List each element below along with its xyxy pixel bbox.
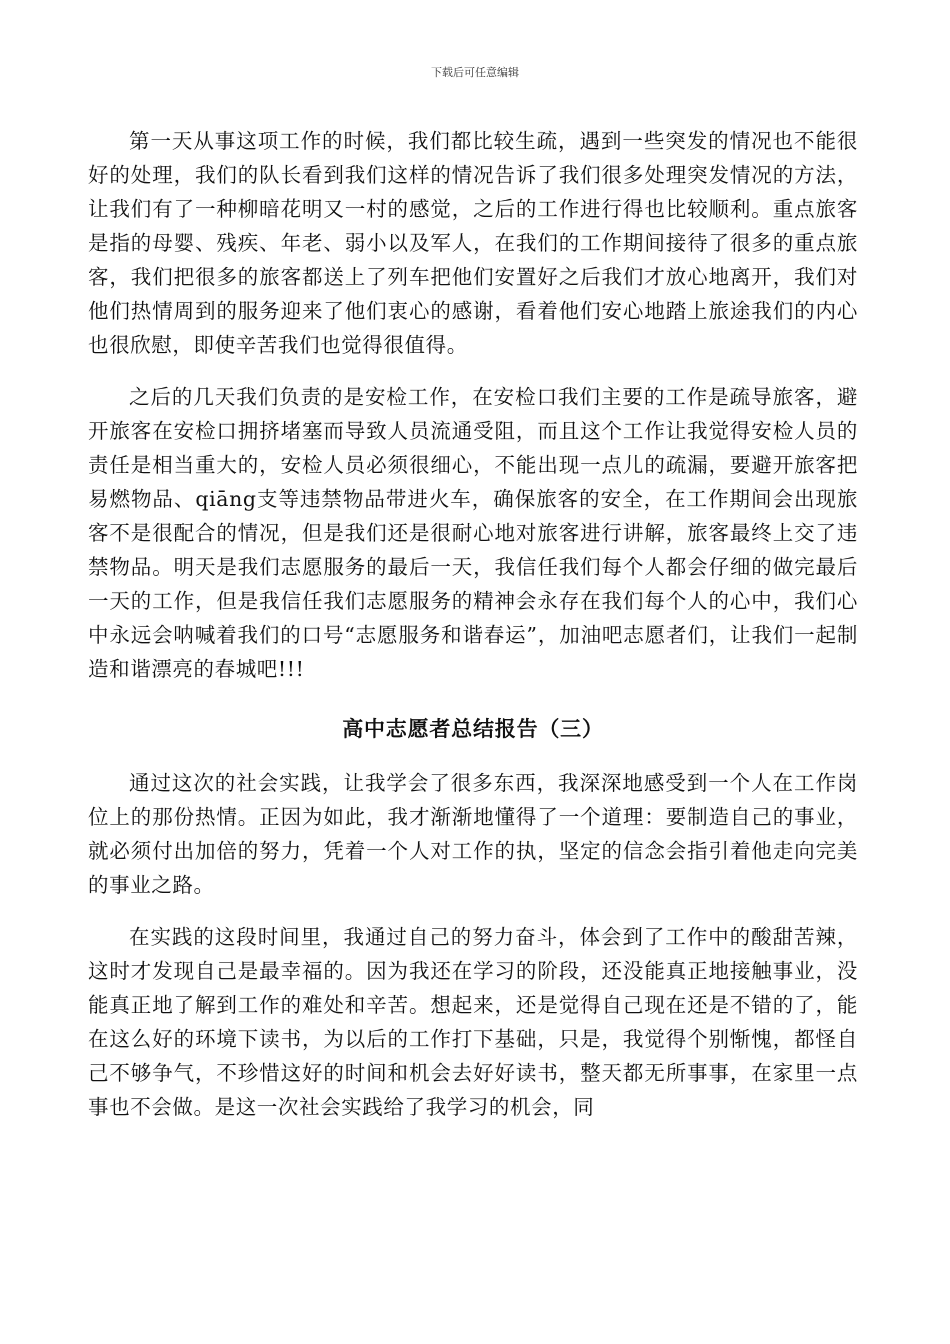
paragraph-practice-period: 在实践的这段时间里，我通过自己的努力奋斗，体会到了工作中的酸甜苦辣，这时才发现自己是最幸福的。因为我还在学习的阶段，还没能真正地接触事业，没能真正地了解到工作的难处和辛苦。想起来，还是觉得自己现在还是不错的了，能在这么好的环境下读书，为以后的工作打下基础，只是，我觉得个别惭愧，都怪自己不够争气，不珍惜这好的时间和机会去好好读书，整天都无所事事，在家里一点事也不会做。是这一次社会实践给了我学习的机会，同 (88, 925, 858, 1119)
paragraph-social-practice: 通过这次的社会实践，让我学会了很多东西，我深深地感受到一个人在工作岗位上的那份热情。正因为如此，我才渐渐地懂得了一个道理：要制造自己的事业，就必须付出加倍的努力，凭着一个人对工作的执，坚定的信念会指引着他走向完美的事业之路。 (88, 771, 858, 897)
paragraph-first-day-work: 第一天从事这项工作的时候，我们都比较生疏，遇到一些突发的情况也不能很好的处理，我们的队长看到我们这样的情况告诉了我们很多处理突发情况的方法，让我们有了一种柳暗花明又一村的感觉，之后的工作进行得也比较顺利。重点旅客是指的母婴、残疾、年老、弱小以及军人，在我们的工作期间接待了很多的重点旅客，我们把很多的旅客都送上了列车把他们安置好之后我们才放心地离开，我们对他们热情周到的服务迎来了他们衷心的感谢，看着他们安心地踏上旅途我们的内心也很欣慰，即使辛苦我们也觉得很值得。 (88, 129, 858, 357)
paragraph-security-check-work: 之后的几天我们负责的是安检工作，在安检口我们主要的工作是疏导旅客，避开旅客在安检口拥挤堵塞而导致人员流通受阻，而且这个工作让我觉得安检人员的责任是相当重大的，安检人员必须很细心，不能出现一点儿的疏漏，要避开旅客把易燃物品、qiāng支等违禁物品带进火车，确保旅客的安全，在工作期间会出现旅客不是很配合的情况，但是我们还是很耐心地对旅客进行讲解，旅客最终上交了违禁物品。明天是我们志愿服务的最后一天，我信任我们每个人都会仔细的做完最后一天的工作，但是我信任我们志愿服务的精神会永存在我们每个人的心中，我们心中永远会呐喊着我们的口号“志愿服务和谐春运”，加油吧志愿者们，让我们一起制造和谐漂亮的春城吧!!! (88, 385, 858, 681)
section-title: 高中志愿者总结报告（三） (342, 716, 604, 741)
document-body (88, 124, 858, 1124)
page-header-note: 下载后可任意编辑 (431, 66, 519, 79)
